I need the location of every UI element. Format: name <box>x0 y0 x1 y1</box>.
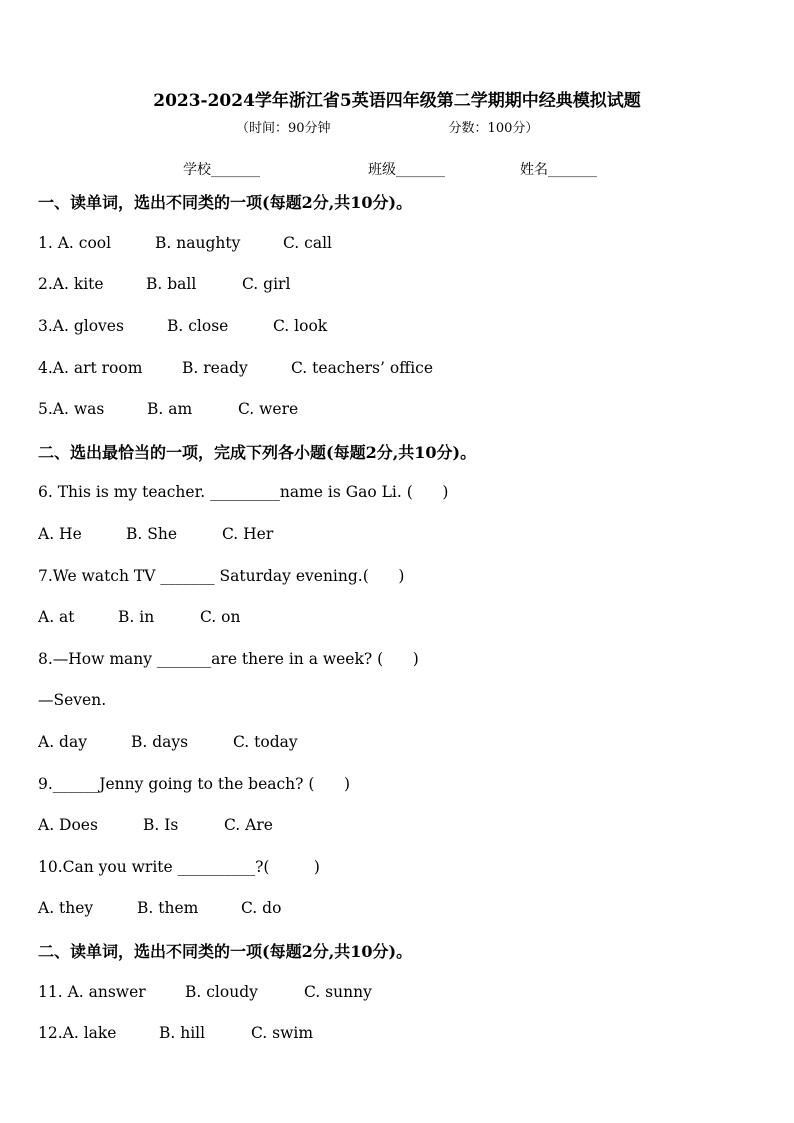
question-10-stem: 10.Can you write __________?( ) <box>38 858 320 876</box>
section-heading-2: 二、选出最恰当的一项，完成下列各小题(每题2分,共10分)。 <box>38 443 477 462</box>
name-field: 姓名_______ <box>520 162 597 178</box>
section-heading-3: 二、读单词，选出不同类的一项(每题2分,共10分)。 <box>38 942 413 961</box>
question-10-options: A. they B. them C. do <box>38 899 282 917</box>
school-field: 学校_______ <box>183 162 260 178</box>
question-9-stem: 9.______Jenny going to the beach? ( ) <box>38 775 351 793</box>
question-6-stem: 6. This is my teacher. _________name is Gao Li. ( ) <box>38 483 449 501</box>
question-4: 4.A. art room B. ready C. teachers’ office <box>38 359 434 377</box>
question-3: 3.A. gloves B. close C. look <box>38 317 328 335</box>
class-field: 班级_______ <box>368 162 445 178</box>
time-limit: （时间：90分钟 <box>236 121 331 136</box>
question-9-options: A. Does B. Is C. Are <box>38 816 273 834</box>
question-8-options: A. day B. days C. today <box>38 733 298 751</box>
question-8-answer: —Seven. <box>38 691 107 709</box>
total-score: 分数：100分） <box>448 121 539 136</box>
question-7-stem: 7.We watch TV _______ Saturday evening.( ) <box>38 567 405 585</box>
question-2: 2.A. kite B. ball C. girl <box>38 275 291 293</box>
question-8-stem: 8.—How many _______are there in a week? ( ) <box>38 650 419 668</box>
page-title: 2023-2024学年浙江省5英语四年级第二学期期中经典模拟试题 <box>153 91 641 111</box>
question-7-options: A. at B. in C. on <box>38 608 241 626</box>
question-12: 12.A. lake B. hill C. swim <box>38 1024 314 1042</box>
section-heading-1: 一、读单词，选出不同类的一项(每题2分,共10分)。 <box>38 193 413 212</box>
question-6-options: A. He B. She C. Her <box>38 525 274 543</box>
question-1: 1. A. cool B. naughty C. call <box>38 234 332 252</box>
question-11: 11. A. answer B. cloudy C. sunny <box>38 983 372 1001</box>
exam-meta <box>236 117 538 136</box>
question-5: 5.A. was B. am C. were <box>38 400 299 418</box>
